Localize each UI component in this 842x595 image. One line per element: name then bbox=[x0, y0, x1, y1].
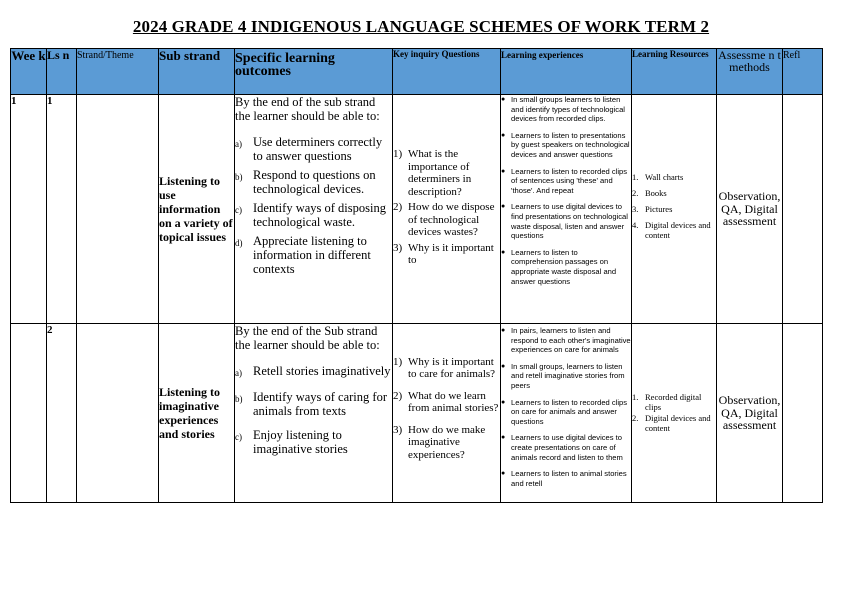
table-header-row bbox=[11, 49, 823, 95]
item-marker: d) bbox=[235, 238, 243, 248]
bullet-icon: ● bbox=[501, 131, 506, 139]
item-text: Enjoy listening to imaginative stories bbox=[253, 428, 348, 456]
header-questions: Key inquiry Questions bbox=[393, 49, 501, 95]
list-item bbox=[501, 362, 631, 391]
item-marker: 2. bbox=[632, 413, 639, 423]
resources-cell bbox=[632, 95, 717, 324]
item-text: Learners to listen to recorded clips on care for animals and answer questions bbox=[511, 397, 628, 426]
item-text: Retell stories imaginatively bbox=[253, 364, 391, 378]
header-experiences: Learning experiences bbox=[501, 49, 632, 95]
outcomes-list bbox=[235, 364, 392, 456]
item-marker: a) bbox=[235, 139, 242, 149]
scheme-table bbox=[10, 48, 823, 503]
table-row bbox=[11, 95, 823, 324]
reflection-cell bbox=[783, 95, 823, 324]
theme-cell bbox=[77, 324, 159, 503]
lesson-cell: 1 bbox=[47, 95, 77, 324]
outcomes-cell bbox=[235, 324, 393, 503]
list-item bbox=[393, 390, 500, 415]
bullet-icon: ● bbox=[501, 362, 506, 370]
list-item bbox=[235, 168, 392, 196]
item-text: Use determiners correctly to answer questions bbox=[253, 135, 383, 163]
item-text: Respond to questions on technological devices. bbox=[253, 168, 376, 196]
item-text: Learners to listen to recorded clips of sentences using 'these' and 'those'. And repeat bbox=[511, 166, 628, 195]
assessment-cell: Observation, QA, Digital assessment bbox=[717, 95, 783, 324]
item-text: Wall charts bbox=[645, 172, 684, 182]
list-item bbox=[393, 242, 500, 267]
list-item bbox=[235, 135, 392, 163]
item-marker: b) bbox=[235, 172, 243, 182]
item-marker: c) bbox=[235, 205, 242, 215]
list-item bbox=[501, 398, 631, 427]
item-text: How do we make imaginative experiences? bbox=[408, 423, 486, 461]
list-item bbox=[393, 201, 500, 239]
header-resources: Learning Resources bbox=[632, 49, 717, 95]
reflection-cell bbox=[783, 324, 823, 503]
assessment-cell: Observation, QA, Digital assessment bbox=[717, 324, 783, 503]
list-item bbox=[501, 95, 631, 124]
item-text: In pairs, learners to listen and respond to each other's imaginative experiences on care for animals bbox=[511, 326, 631, 355]
sub-strand-cell: Listening to imaginative experiences and stories bbox=[159, 324, 235, 503]
lesson-cell: 2 bbox=[47, 324, 77, 503]
list-item bbox=[501, 248, 631, 286]
list-item bbox=[501, 433, 631, 462]
outcomes-cell bbox=[235, 95, 393, 324]
list-item bbox=[235, 390, 392, 418]
item-marker: 2) bbox=[393, 201, 403, 214]
bullet-icon: ● bbox=[501, 434, 506, 442]
outcomes-intro: By the end of the Sub strand the learner should be able to: bbox=[235, 324, 380, 352]
list-item bbox=[632, 204, 716, 214]
header-reflection: Refl bbox=[783, 49, 823, 95]
list-item bbox=[501, 202, 631, 240]
header-assessment: Assessme n t methods bbox=[717, 49, 783, 95]
questions-list bbox=[393, 148, 500, 267]
experiences-cell bbox=[501, 95, 632, 324]
list-item bbox=[393, 148, 500, 198]
item-text: Learners to listen to comprehension passages on appropriate waste disposal and answer questions bbox=[511, 247, 617, 286]
header-theme: Strand/Theme bbox=[77, 49, 159, 95]
item-text: Why is it important to care for animals? bbox=[408, 355, 496, 381]
item-text: What do we learn from animal stories? bbox=[408, 389, 499, 415]
list-item bbox=[632, 220, 716, 240]
outcomes-intro: By the end of the sub strand the learner should be able to: bbox=[235, 95, 380, 123]
experiences-cell bbox=[501, 324, 632, 503]
week-cell: 1 bbox=[11, 95, 47, 324]
item-marker: 1. bbox=[632, 392, 639, 402]
list-item bbox=[501, 131, 631, 160]
item-text: Identify ways of caring for animals from texts bbox=[253, 390, 387, 418]
theme-cell bbox=[77, 95, 159, 324]
item-marker: 3) bbox=[393, 241, 403, 254]
item-marker: 2. bbox=[632, 188, 639, 198]
list-item bbox=[632, 413, 716, 433]
table-row bbox=[11, 324, 823, 503]
item-text: Pictures bbox=[645, 204, 673, 214]
item-text: Appreciate listening to information in different contexts bbox=[253, 234, 371, 276]
item-text: Learners to use digital devices to create presentations on care of animals record and listen to them bbox=[511, 433, 623, 462]
bullet-icon: ● bbox=[501, 96, 506, 103]
item-marker: 3) bbox=[393, 423, 403, 436]
list-item bbox=[501, 167, 631, 196]
resources-list bbox=[632, 392, 716, 433]
questions-cell bbox=[393, 95, 501, 324]
item-marker: 3. bbox=[632, 204, 639, 214]
item-text: What is the importance of determiners in description? bbox=[408, 148, 472, 198]
item-text: Learners to use digital devices to find presentations on technological waste disposal, listen and answer questions bbox=[511, 202, 628, 241]
list-item bbox=[235, 364, 392, 380]
item-text: In small groups, learners to listen and retell imaginative stories from peers bbox=[511, 361, 625, 390]
bullet-icon: ● bbox=[501, 470, 506, 478]
list-item bbox=[393, 356, 500, 381]
list-item bbox=[632, 188, 716, 198]
list-item bbox=[235, 201, 392, 229]
bullet-icon: ● bbox=[501, 167, 506, 175]
resources-cell bbox=[632, 324, 717, 503]
bullet-icon: ● bbox=[501, 327, 506, 334]
item-text: Learners to listen to presentations by guest speakers on technological devices and answer questions bbox=[511, 130, 630, 159]
header-week: Wee k bbox=[11, 49, 47, 95]
item-text: How do we dispose of technological devices wastes? bbox=[408, 201, 495, 239]
outcomes-list bbox=[235, 135, 392, 276]
sub-strand-cell: Listening to use information on a variety of topical issues bbox=[159, 95, 235, 324]
item-text: Learners to listen to animal stories and retell bbox=[511, 469, 627, 488]
header-outcomes: Specific learning outcomes bbox=[235, 49, 393, 95]
item-text: Recorded digital clips bbox=[645, 392, 702, 412]
bullet-icon: ● bbox=[501, 248, 506, 256]
item-marker: 1. bbox=[632, 172, 639, 182]
item-text: In small groups learners to listen and identify types of technological devices from recorded clips. bbox=[511, 95, 625, 124]
header-lesson: Ls n bbox=[47, 49, 77, 95]
item-marker: 1) bbox=[393, 355, 403, 368]
questions-cell bbox=[393, 324, 501, 503]
item-marker: b) bbox=[235, 394, 243, 404]
resources-list bbox=[632, 172, 716, 240]
document-title: 2024 GRADE 4 INDIGENOUS LANGUAGE SCHEMES OF WORK TERM 2 bbox=[132, 17, 710, 36]
list-item bbox=[393, 424, 500, 462]
week-cell bbox=[11, 324, 47, 503]
item-text: Why is it important to bbox=[408, 241, 494, 267]
item-marker: 2) bbox=[393, 389, 403, 402]
bullet-icon: ● bbox=[501, 398, 506, 406]
list-item bbox=[501, 326, 631, 355]
item-text: Digital devices and content bbox=[645, 220, 711, 240]
questions-list bbox=[393, 356, 500, 462]
experiences-list bbox=[501, 326, 631, 488]
item-marker: a) bbox=[235, 368, 242, 378]
list-item bbox=[632, 392, 716, 412]
item-text: Identify ways of disposing technological waste. bbox=[253, 201, 386, 229]
list-item bbox=[235, 234, 392, 276]
item-text: Books bbox=[645, 188, 667, 198]
list-item bbox=[501, 469, 631, 488]
list-item bbox=[632, 172, 716, 182]
experiences-list bbox=[501, 95, 631, 286]
bullet-icon: ● bbox=[501, 203, 506, 211]
item-marker: 4. bbox=[632, 220, 639, 230]
item-marker: c) bbox=[235, 432, 242, 442]
item-marker: 1) bbox=[393, 148, 403, 161]
header-sub-strand: Sub strand bbox=[159, 49, 235, 95]
list-item bbox=[235, 428, 392, 456]
item-text: Digital devices and content bbox=[645, 413, 711, 433]
